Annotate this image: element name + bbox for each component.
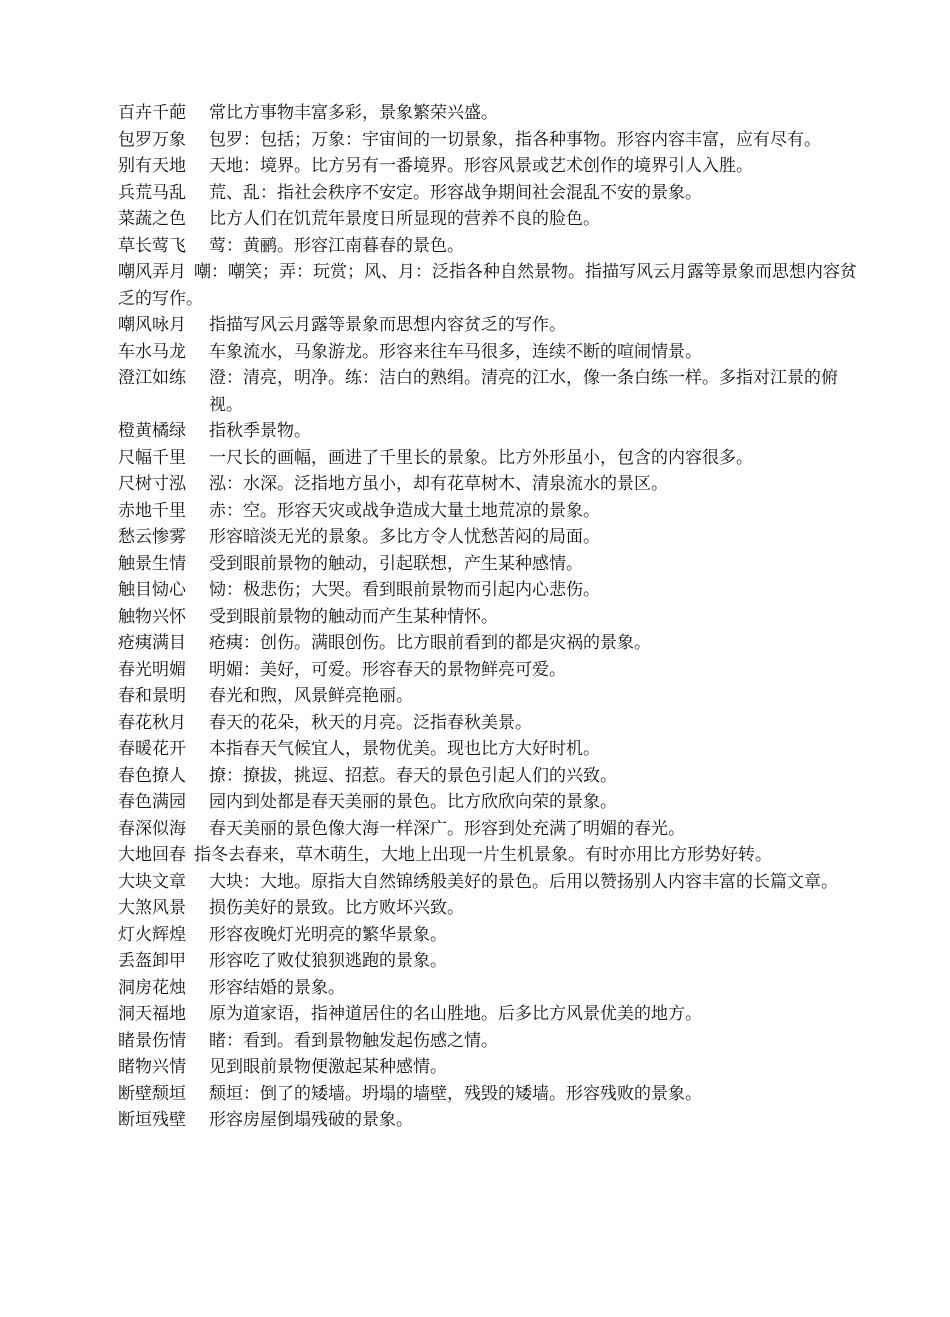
idiom-definition: 形容房屋倒塌残破的景象。 xyxy=(209,1110,413,1130)
idiom-term: 尺幅千里 xyxy=(118,447,186,468)
idiom-definition: 春天美丽的景色像大海一样深广。形容到处充满了明媚的春光。 xyxy=(209,818,685,839)
idiom-entry xyxy=(118,100,866,127)
idiom-entry xyxy=(118,339,866,366)
idiom-definition: 春天的花朵，秋天的月亮。泛指春秋美景。 xyxy=(209,712,532,733)
idiom-definition: 受到眼前景物的触动，引起联想，产生某种感情。 xyxy=(209,553,583,574)
idiom-term: 洞房花烛 xyxy=(118,977,186,998)
idiom-entry xyxy=(118,895,866,922)
idiom-term: 赤地千里 xyxy=(118,500,186,521)
idiom-term: 草长莺飞 xyxy=(118,235,186,256)
idiom-term: 大块文章 xyxy=(118,871,186,892)
idiom-definition: 形容结婚的景象。 xyxy=(209,977,345,998)
idiom-definition: 莺：黄鹂。形容江南暮春的景色。 xyxy=(209,235,464,256)
idiom-term: 触景生情 xyxy=(118,553,186,574)
idiom-definition: 春光和煦，风景鲜亮艳丽。 xyxy=(209,686,413,706)
idiom-term: 洞天福地 xyxy=(118,1004,186,1024)
idiom-definition: 泓：水深。泛指地方虽小，却有花草树木、清泉流水的景区。 xyxy=(209,474,668,494)
idiom-term: 春和景明 xyxy=(118,686,186,706)
idiom-entry xyxy=(118,630,866,657)
idiom-entry xyxy=(118,180,866,207)
idiom-term: 触目恸心 xyxy=(118,580,186,600)
idiom-term: 别有天地 xyxy=(118,156,186,176)
idiom-definition: 睹：看到。看到景物触发起伤感之情。 xyxy=(209,1030,498,1051)
idiom-definition: 疮痍：创伤。满眼创伤。比方眼前看到的都是灾祸的景象。 xyxy=(209,633,651,653)
idiom-definition: 指秋季景物。 xyxy=(209,421,311,441)
idiom-definition: 嘲：嘲笑；弄：玩赏；风、月：泛指各种自然景物。指描写风云月露等景象而思想内容贫乏的写作。 xyxy=(118,262,857,309)
idiom-term: 断垣残壁 xyxy=(118,1110,186,1130)
idiom-entry xyxy=(118,259,866,312)
idiom-entry xyxy=(118,869,866,896)
idiom-term: 百卉千葩 xyxy=(118,103,186,123)
idiom-definition: 见到眼前景物便激起某种感情。 xyxy=(209,1057,447,1077)
idiom-entry xyxy=(118,1028,866,1055)
idiom-entry xyxy=(118,577,866,604)
idiom-entry xyxy=(118,736,866,763)
idiom-term: 橙黄橘绿 xyxy=(118,421,186,441)
idiom-entry xyxy=(118,127,866,154)
idiom-term: 春花秋月 xyxy=(118,712,186,733)
idiom-term: 春暖花开 xyxy=(118,739,186,759)
idiom-term: 灯火辉煌 xyxy=(118,924,186,945)
idiom-entry xyxy=(118,975,866,1002)
idiom-entry xyxy=(118,948,866,975)
idiom-term: 春色满园 xyxy=(118,792,186,812)
idiom-definition: 园内到处都是春天美丽的景色。比方欣欣向荣的景象。 xyxy=(209,792,617,812)
idiom-term: 丢盔卸甲 xyxy=(118,951,186,971)
idiom-term: 菜蔬之色 xyxy=(118,209,186,229)
idiom-definition: 包罗：包括；万象：宇宙间的一切景象，指各种事物。形容内容丰富，应有尽有。 xyxy=(209,129,821,150)
idiom-definition: 颓垣：倒了的矮墙。坍塌的墙壁，残毁的矮墙。形容残败的景象。 xyxy=(209,1083,702,1104)
idiom-term: 车水马龙 xyxy=(118,341,186,362)
idiom-term: 触物兴怀 xyxy=(118,606,186,627)
idiom-definition: 损伤美好的景致。比方败坏兴致。 xyxy=(209,898,464,918)
idiom-definition: 大块：大地。原指大自然锦绣般美好的景色。后用以赞扬别人内容丰富的长篇文章。 xyxy=(209,871,838,892)
idiom-entry xyxy=(118,153,866,180)
idiom-entry xyxy=(118,418,866,445)
idiom-term: 澄江如练 xyxy=(118,368,186,388)
idiom-entry xyxy=(118,683,866,710)
idiom-definition: 指冬去春来，草木萌生，大地上出现一片生机景象。有时亦用比方形势好转。 xyxy=(194,845,772,865)
idiom-entry xyxy=(118,551,866,578)
idiom-term: 兵荒马乱 xyxy=(118,182,186,203)
idiom-term: 嘲风咏月 xyxy=(118,315,186,335)
idiom-entry xyxy=(118,471,866,498)
idiom-term: 春深似海 xyxy=(118,818,186,839)
idiom-definition: 天地：境界。比方另有一番境界。形容风景或艺术创作的境界引人入胜。 xyxy=(209,156,753,176)
idiom-definition: 撩：撩拔，挑逗、招惹。春天的景色引起人们的兴致。 xyxy=(209,765,617,786)
idiom-entry xyxy=(118,1081,866,1108)
idiom-definition: 指描写风云月露等景象而思想内容贫乏的写作。 xyxy=(209,315,566,335)
idiom-entry xyxy=(118,816,866,843)
idiom-term: 包罗万象 xyxy=(118,129,186,150)
idiom-definition: 赤：空。形容天灾或战争造成大量土地荒凉的景象。 xyxy=(209,500,600,521)
idiom-entry xyxy=(118,789,866,816)
idiom-entry xyxy=(118,710,866,737)
idiom-definition: 澄：清亮，明净。练：洁白的熟绢。清亮的江水，像一条白练一样。多指对江景的俯视。 xyxy=(209,368,838,415)
idiom-term: 愁云惨雾 xyxy=(118,527,186,547)
idiom-entry xyxy=(118,312,866,339)
idiom-entry xyxy=(118,763,866,790)
idiom-entry xyxy=(118,524,866,551)
idiom-entry xyxy=(118,445,866,472)
idiom-entry xyxy=(118,604,866,631)
idiom-term: 春光明媚 xyxy=(118,659,186,680)
idiom-entry xyxy=(118,1107,866,1134)
idiom-definition: 本指春天气候宜人，景物优美。现也比方大好时机。 xyxy=(209,739,600,759)
idiom-term: 春色撩人 xyxy=(118,765,186,786)
idiom-term: 大煞风景 xyxy=(118,898,186,918)
idiom-term: 断壁颓垣 xyxy=(118,1083,186,1104)
idiom-entry xyxy=(118,233,866,260)
idiom-definition: 车象流水，马象游龙。形容来往车马很多，连续不断的喧闹情景。 xyxy=(209,341,702,362)
idiom-entry xyxy=(118,206,866,233)
idiom-term: 嘲风弄月 xyxy=(118,262,186,282)
idiom-definition: 恸：极悲伤；大哭。看到眼前景物而引起内心悲伤。 xyxy=(209,580,600,600)
idiom-term: 睹景伤情 xyxy=(118,1030,186,1051)
idiom-definition: 一尺长的画幅，画进了千里长的景象。比方外形虽小，包含的内容很多。 xyxy=(209,447,753,468)
idiom-definition: 明媚：美好，可爱。形容春天的景物鲜亮可爱。 xyxy=(209,659,566,680)
idiom-term: 尺树寸泓 xyxy=(118,474,186,494)
idiom-entry xyxy=(118,498,866,525)
idiom-definition: 受到眼前景物的触动而产生某种情怀。 xyxy=(209,606,498,627)
idiom-definition: 形容夜晚灯光明亮的繁华景象。 xyxy=(209,924,447,945)
idiom-definition: 形容吃了败仗狼狈逃跑的景象。 xyxy=(209,951,447,971)
idiom-definition: 比方人们在饥荒年景度日所显现的营养不良的脸色。 xyxy=(209,209,600,229)
idiom-definition: 荒、乱：指社会秩序不安定。形容战争期间社会混乱不安的景象。 xyxy=(209,182,702,203)
idiom-entry xyxy=(118,1001,866,1028)
idiom-term: 睹物兴情 xyxy=(118,1057,186,1077)
idiom-list xyxy=(118,100,866,1134)
idiom-entry xyxy=(118,365,866,418)
idiom-entry xyxy=(118,657,866,684)
idiom-definition: 原为道家语，指神道居住的名山胜地。后多比方风景优美的地方。 xyxy=(209,1004,702,1024)
idiom-definition: 常比方事物丰富多彩，景象繁荣兴盛。 xyxy=(209,103,498,123)
idiom-definition: 形容暗淡无光的景象。多比方令人忧愁苦闷的局面。 xyxy=(209,527,600,547)
idiom-entry xyxy=(118,842,866,869)
idiom-entry xyxy=(118,1054,866,1081)
idiom-term: 大地回春 xyxy=(118,845,186,865)
idiom-term: 疮痍满目 xyxy=(118,633,186,653)
idiom-entry xyxy=(118,922,866,949)
